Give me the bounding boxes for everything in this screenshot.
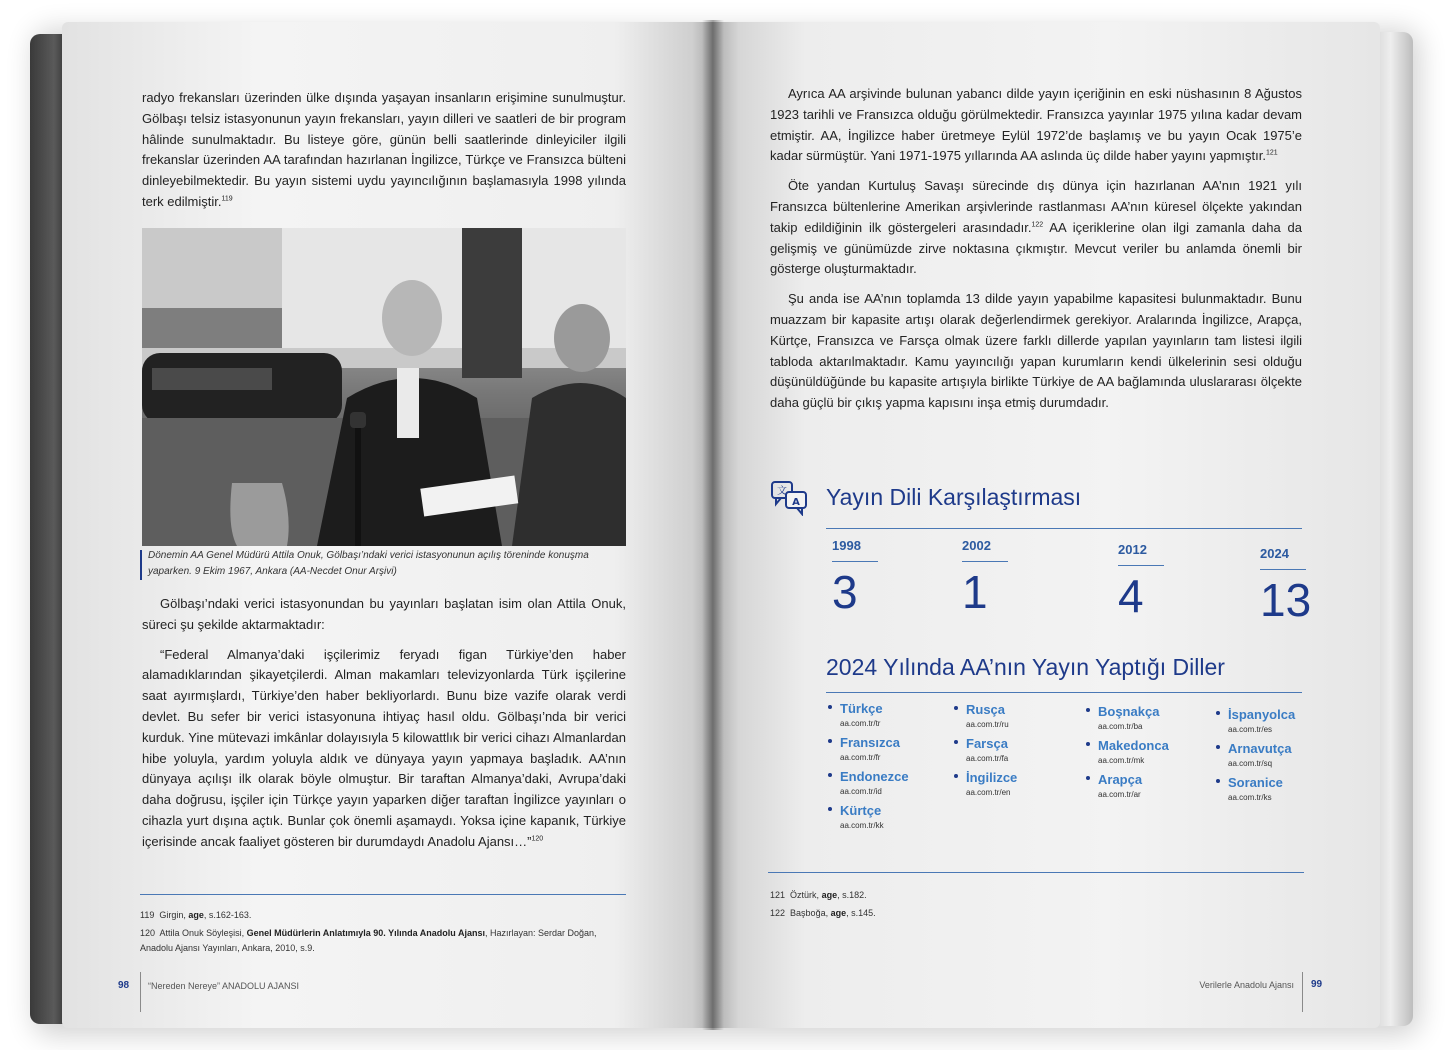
right-page (712, 22, 1380, 1028)
infographic-title: Yayın Dili Karşılaştırması (826, 484, 1082, 510)
year-column (832, 538, 922, 618)
year-rule (1260, 569, 1306, 570)
footnotes (140, 908, 630, 959)
year-rule (962, 561, 1008, 562)
language-item: Soranice aa.com.tr/ks (1216, 774, 1283, 803)
language-count: 1 (962, 566, 988, 618)
language-item: İspanyolca aa.com.tr/es (1216, 706, 1295, 735)
language-item: İngilizce aa.com.tr/en (954, 769, 1017, 798)
language-item: Arapça aa.com.tr/ar (1086, 771, 1142, 800)
language-item: Fransızca aa.com.tr/fr (828, 734, 900, 763)
footnote: 121 Öztürk, age, s.182. (770, 890, 867, 900)
bullet (954, 774, 958, 778)
bullet (1086, 776, 1090, 780)
footnote-ref: 119 (221, 195, 233, 203)
archive-photo (142, 228, 626, 546)
year-label: 2002 (962, 538, 991, 553)
bullet (1086, 742, 1090, 746)
bullet (1216, 711, 1220, 715)
bullet (1216, 779, 1220, 783)
bullet (828, 807, 832, 811)
book-gutter (702, 20, 724, 1030)
paragraph: Şu anda ise AA’nın toplamda 13 dilde yayın yapabilme kapasitesi bulunmaktadır. Bunu muazzam bir kapasite artışı olarak değerlendirmek gerekiyor. Aralarında İngilizce, Arapça, Kürtçe, Fransızca ve Farsça olmak üzere farklı dillerde yapılan yayınların tam listesi ilgili tabloda aktarılmaktadır. Kamu yayıncılığı yapan kurumların kendi ülkelerinin sesi olduğu düşünüldüğünde bu kapasite artışıyla birlikte Türkiye de AA bağlamında uluslararası ölçekte daha güçlü bir çıkış yapma kapısını inşa etmiş durumdadır. (770, 291, 1302, 411)
bullet (828, 739, 832, 743)
paragraph: Ayrıca AA arşivinde bulunan yabancı dilde yayın içeriğinin en eski nüshasının 8 Ağustos 1923 tarihli ve Fransızca olduğu görülmektedir. Fransızca yayınlar 1975 yılına kadar devam etmiştir. AA, İngilizce haber üretmeye Eylül 1972’de başlamış ve bu yayın Ocak 1975’e kadar sürmüştür. Yani 1971-1975 yıllarında AA aslında üç dilde haber yayını yapmıştır.$^{121}$ (770, 86, 1302, 164)
right-page-body (770, 84, 1302, 423)
page-number-left: 98 (118, 980, 130, 991)
language-count: 13 (1260, 574, 1312, 626)
left-page-body (142, 88, 626, 222)
language-item: Makedonca aa.com.tr/mk (1086, 737, 1169, 766)
footnote-ref: 122 (1031, 221, 1044, 229)
footnote-ref: 121 (1265, 150, 1278, 158)
bullet (1216, 745, 1220, 749)
bullet (828, 773, 832, 777)
speech-photo-illustration (142, 228, 626, 546)
language-item: Türkçe aa.com.tr/tr (828, 700, 883, 729)
language-item: Arnavutça aa.com.tr/sq (1216, 740, 1292, 769)
paragraph: Öte yandan Kurtuluş Savaşı sürecinde dış dünya için hazırlanan AA’nın 1921 yılı Fransızca bültenlerine Amerikan arşivlerinde rastlanması AA’nın küresel ölçekte yakından takip edildiğinin ilk göstergeleri arasındadır.$^{122}$ AA içeriklerine olan ilgi zamanla daha da gelişmiş ve günümüzde zirve noktasına çıkmıştır. Mevcut veriler bu anlamda önemli bir gösterge oluşturmaktadır. (770, 178, 1302, 277)
bullet (828, 705, 832, 709)
footnote: 122 Başboğa, age, s.145. (770, 908, 876, 918)
photo-caption: Dönemin AA Genel Müdürü Attila Onuk, Gölbaşı’ndaki verici istasyonunun açılış töreninde konuşma yaparken. 9 Ekim 1967, Ankara (AA-Necdet Onur Arşivi) (148, 550, 589, 577)
language-item: Boşnakça aa.com.tr/ba (1086, 703, 1159, 732)
year-column (1118, 542, 1208, 622)
language-item: Farsça aa.com.tr/fa (954, 735, 1008, 764)
languages-rule (826, 692, 1302, 693)
footnote-rule (768, 872, 1304, 873)
year-rule (832, 561, 878, 562)
language-item: Rusça aa.com.tr/ru (954, 701, 1009, 730)
folio-divider (140, 972, 141, 1012)
year-column (962, 538, 1052, 618)
language-item: Kürtçe aa.com.tr/kk (828, 802, 884, 831)
quote-paragraph: “Federal Almanya’daki işçilerimiz feryadı figan Türkiye’den haber alamadıklarından şikayetçilerdi. Alman makamları televizyonlarda Türk işçilerine saat ayırmışlardı, Türkiye’den haber bekliyorlardı. Bunu bize vazife olarak verdi devlet. Bu sefer bir verici istasyonuna ihtiyaç hasıl oldu. Gölbaşı’nda bir verici kurduk. Yine mütevazi imkânlar dolayısıyla 5 kilowattlık bir verici cihazı Almanlardan hibe yoluyla, yardım yoluyla aldık ve dünyaya yayın yapmaya başladık. AA’nın dünyaya açılışı ilk olarak böyle olmuştur. Bir taraftan Almanya’daki, Avrupa’daki daha doğrusu, işçiler için Türkçe yayın yaparken diğer taraftan İngilizce yayınları o cihazla yurt dışına açtık. Bunlar çok önemli aşamaydı. Yoksa içine kapanık, Türkiye içerisinde ancak faaliyet gösteren bir durumdaydı Anadolu Ajansı…”$^{120}$ (142, 646, 626, 849)
left-page-body-2 (142, 594, 626, 862)
year-label: 1998 (832, 538, 861, 553)
footnote: 120 Attila Onuk Söyleşisi, Genel Müdürlerin Anlatımıyla 90. Yılında Anadolu Ajansı, Hazırlayan: Serdar Doğan, Anadolu Ajansı Yayınları, Ankara, 2010, s.9. (140, 928, 597, 953)
svg-text:文: 文 (777, 486, 787, 497)
title-rule (826, 528, 1302, 529)
paragraph: Gölbaşı’ndaki verici istasyonundan bu yayınları başlatan isim olan Attila Onuk, süreci şu şekilde aktarmaktadır: (142, 596, 626, 632)
folio-divider (1302, 972, 1303, 1012)
year-rule (1118, 565, 1164, 566)
footnote-ref: 120 (531, 835, 544, 843)
footnote-rule (140, 894, 626, 895)
language-item: Endonezce aa.com.tr/id (828, 768, 909, 797)
year-label: 2012 (1118, 542, 1147, 557)
year-label: 2024 (1260, 546, 1289, 561)
page-number-right: 99 (1311, 979, 1323, 990)
running-title-left: “Nereden Nereye” ANADOLU AJANSI (148, 981, 300, 991)
paragraph: radyo frekansları üzerinden ülke dışında yaşayan insanların erişimine sunulmuştur. Gölbaşı telsiz istasyonunun yayın frekansları, yayın dilleri ve saatleri de bir program hâlinde sunulmaktadır. Bu listeye göre, günün belli saatlerinde dinleyiciler ilgili frekanslar üzerinden AA tarafından hazırlanan İngilizce, Türkçe ve Fransızca bülteni dinleyebilmektedir. Bu yayın sistemi uydu yayıncılığının başlamasıyla 1998 yılında terk edilmiştir.$^{119}$ (142, 90, 626, 209)
caption-bar (140, 550, 142, 580)
footnote: 119 Girgin, age, s.162-163. (140, 910, 252, 920)
languages-title: 2024 Yılında AA’nın Yayın Yaptığı Diller (826, 654, 1225, 680)
translate-icon (770, 480, 808, 516)
running-title-right: Verilerle Anadolu Ajansı (1199, 980, 1294, 990)
bullet (954, 740, 958, 744)
language-count: 3 (832, 566, 858, 618)
left-page (62, 22, 712, 1028)
bullet (1086, 708, 1090, 712)
svg-text:A: A (792, 497, 800, 508)
language-count: 4 (1118, 570, 1144, 622)
footnotes (770, 888, 1290, 924)
year-column (1260, 546, 1350, 626)
bullet (954, 706, 958, 710)
